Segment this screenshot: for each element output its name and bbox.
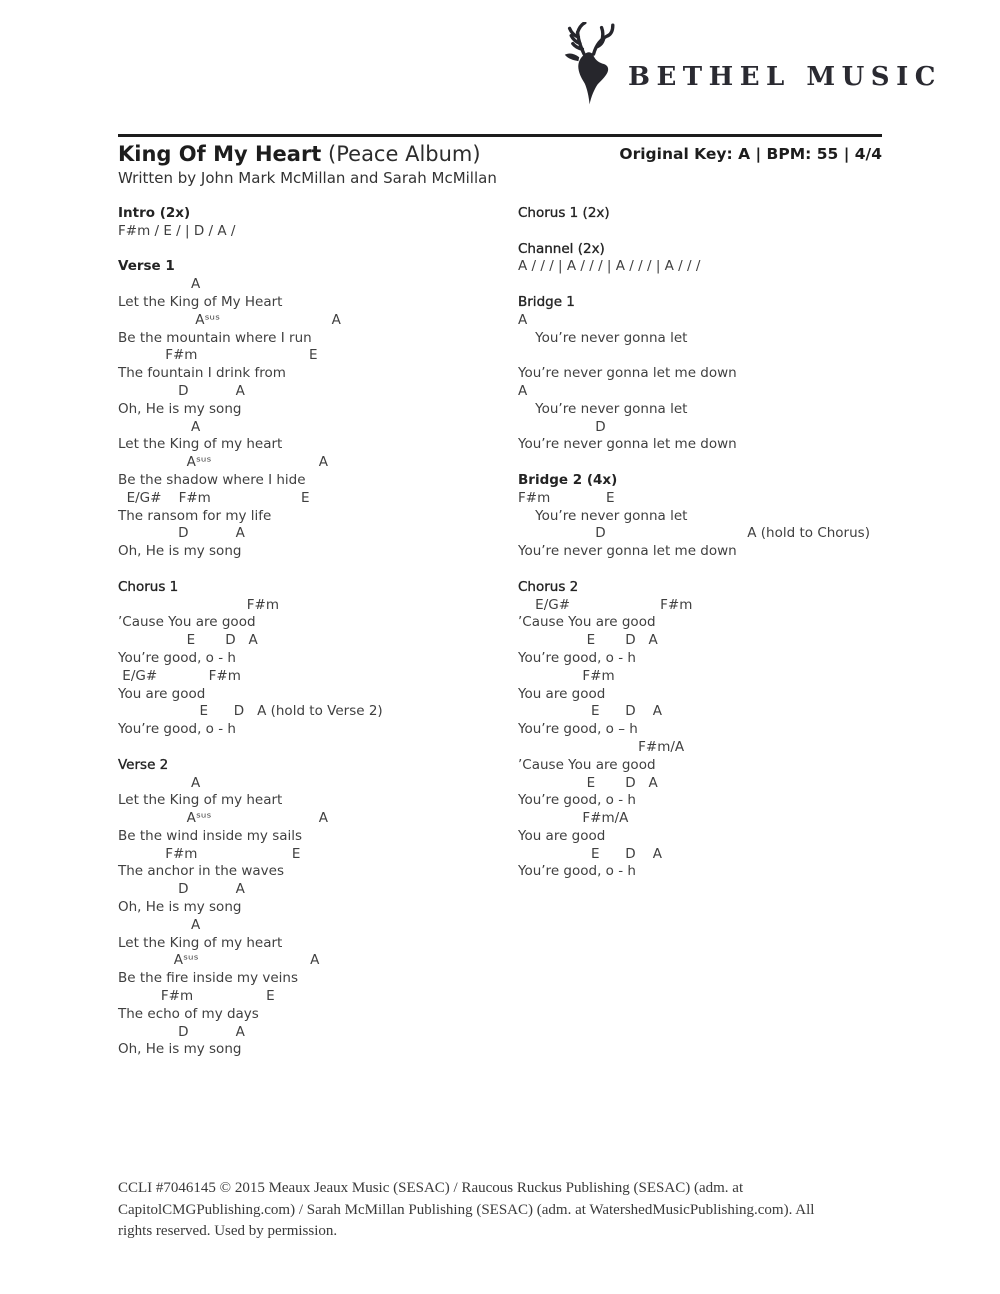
right-column [518, 205, 938, 881]
lyric-line: ’Cause You are good [518, 614, 656, 631]
copyright-line: rights reserved. Used by permission. [118, 1223, 338, 1239]
lyric-line: You’re good, o - h [518, 792, 636, 809]
lyric-line: Oh, He is my song [118, 543, 242, 560]
song-title-main: King Of My Heart [118, 142, 322, 166]
lyric-line: F#m / E / | D / A / [118, 222, 236, 239]
section-verse-1 [118, 258, 510, 561]
section-channel-2x [518, 241, 938, 277]
lyric-line: Oh, He is my song [118, 899, 242, 916]
chord-line: Aˢᵘˢ A [118, 952, 320, 969]
lyric-line: You are good [518, 827, 606, 844]
section-chorus-2 [518, 579, 938, 882]
chord-line: A [118, 916, 201, 933]
chord-line: E D A [118, 632, 258, 649]
chord-line: E/G# F#m E [118, 489, 310, 506]
chord-line: F#m E [118, 347, 318, 364]
lyric-line: Oh, He is my song [118, 1041, 242, 1058]
stag-icon [560, 22, 616, 106]
chord-line: E D A [518, 774, 658, 791]
lyric-line: Let the King of my heart [118, 792, 283, 809]
chord-line: A [518, 382, 528, 399]
lyric-line: The fountain I drink from [118, 365, 286, 382]
lyric-line: You’re good, o - h [118, 721, 236, 738]
key-bpm-meta: Original Key: A | BPM: 55 | 4/4 [619, 145, 882, 163]
lyric-line: Be the mountain where I run [118, 329, 312, 346]
lyric-line: You’re good, o - h [118, 649, 236, 666]
chord-line: D A (hold to Chorus) [518, 525, 870, 542]
lyric-line: Be the wind inside my sails [118, 827, 303, 844]
chord-line: F#m [518, 667, 615, 684]
lyric-line: ’Cause You are good [118, 614, 256, 631]
chord-line: D A [118, 382, 245, 399]
section-verse-2 [118, 757, 510, 1060]
section-heading: Intro (2x) [118, 205, 191, 221]
chord-line: E D A [518, 632, 658, 649]
chord-line: Aˢᵘˢ A [118, 454, 328, 471]
chord-line: A [118, 418, 201, 435]
song-title [118, 142, 481, 166]
chord-line: F#m/A [518, 738, 685, 755]
copyright-line: CapitolCMGPublishing.com) / Sarah McMillan Publishing (SESAC) (adm. at WatershedMusicPublishing.com). All [118, 1201, 815, 1218]
writer-credit: Written by John Mark McMillan and Sarah McMillan [118, 169, 497, 187]
chord-line: D A [118, 1023, 245, 1040]
lyric-line: Let the King of my heart [118, 934, 283, 951]
chord-line: F#m/A [518, 810, 629, 827]
lyric-line: You’re never gonna let [518, 400, 688, 417]
section-heading: Verse 2 [118, 756, 169, 773]
lyric-line: You’re good, o - h [518, 863, 636, 880]
copyright-line: CCLI #7046145 © 2015 Meaux Jeaux Music (SESAC) / Raucous Ruckus Publishing (SESAC) (adm. at [118, 1180, 744, 1196]
chord-line: D A [118, 525, 245, 542]
section-chorus-1 [118, 579, 510, 739]
chord-line: E D A (hold to Verse 2) [118, 703, 383, 720]
chord-line: F#m E [118, 845, 301, 862]
lyric-line: The echo of my days [118, 1005, 259, 1022]
chord-line: E/G# F#m [118, 667, 241, 684]
chord-line: D [518, 418, 606, 435]
title-bar [118, 142, 882, 166]
brand-name: BETHEL MUSIC [628, 62, 942, 92]
lyric-line: You’re never gonna let [518, 329, 688, 346]
lyric-line: Be the fire inside my veins [118, 970, 298, 987]
section-heading: Chorus 2 [518, 578, 579, 595]
chord-line: Aˢᵘˢ A [118, 810, 328, 827]
section-bridge-2-4x [518, 472, 938, 561]
chord-line: A [118, 774, 201, 791]
copyright-footer [118, 1178, 814, 1243]
left-column [118, 205, 510, 1059]
header-divider [118, 134, 882, 137]
lyric-line: ’Cause You are good [518, 756, 656, 773]
section-heading: Bridge 2 (4x) [518, 471, 618, 488]
chord-line [518, 347, 938, 365]
section-chorus-1-2x [518, 205, 938, 223]
section-heading: Chorus 1 (2x) [518, 205, 610, 221]
chord-line: F#m E [118, 988, 275, 1005]
lyric-line: You’re never gonna let me down [518, 436, 737, 453]
lyric-line: Be the shadow where I hide [118, 471, 306, 488]
lyric-line: You’re never gonna let me down [518, 365, 737, 382]
bethel-music-logo [560, 22, 942, 106]
chord-line: E D A [518, 845, 663, 862]
lyric-line: The ransom for my life [118, 507, 272, 524]
lyric-line: Let the King of my heart [118, 436, 283, 453]
lyric-line: You are good [118, 685, 206, 702]
chord-line: D A [118, 881, 245, 898]
chord-line: F#m [118, 596, 279, 613]
album-name: (Peace Album) [321, 142, 481, 166]
lyric-line: You are good [518, 685, 606, 702]
lyric-line: You’re never gonna let me down [518, 543, 737, 560]
lyric-line: You’re good, o – h [518, 721, 638, 738]
section-bridge-1 [518, 294, 938, 454]
chord-line: A [118, 276, 201, 293]
chord-line: F#m E [518, 489, 615, 506]
section-intro-2x [118, 205, 510, 241]
chord-line: Aˢᵘˢ A [118, 311, 341, 328]
chord-line: E/G# F#m [518, 596, 693, 613]
chord-line: E D A [518, 703, 663, 720]
lyric-line: A / / / | A / / / | A / / / | A / / / [518, 258, 701, 275]
lyric-line: You’re never gonna let [518, 507, 688, 524]
chord-line: A [518, 311, 528, 328]
lyric-line: Let the King of My Heart [118, 293, 283, 310]
lyric-line: You’re good, o - h [518, 649, 636, 666]
section-heading: Channel (2x) [518, 240, 605, 257]
section-heading: Chorus 1 [118, 578, 179, 595]
lyric-line: Oh, He is my song [118, 400, 242, 417]
lyric-line: The anchor in the waves [118, 863, 284, 880]
section-heading: Bridge 1 [518, 293, 575, 310]
section-heading: Verse 1 [118, 258, 175, 275]
